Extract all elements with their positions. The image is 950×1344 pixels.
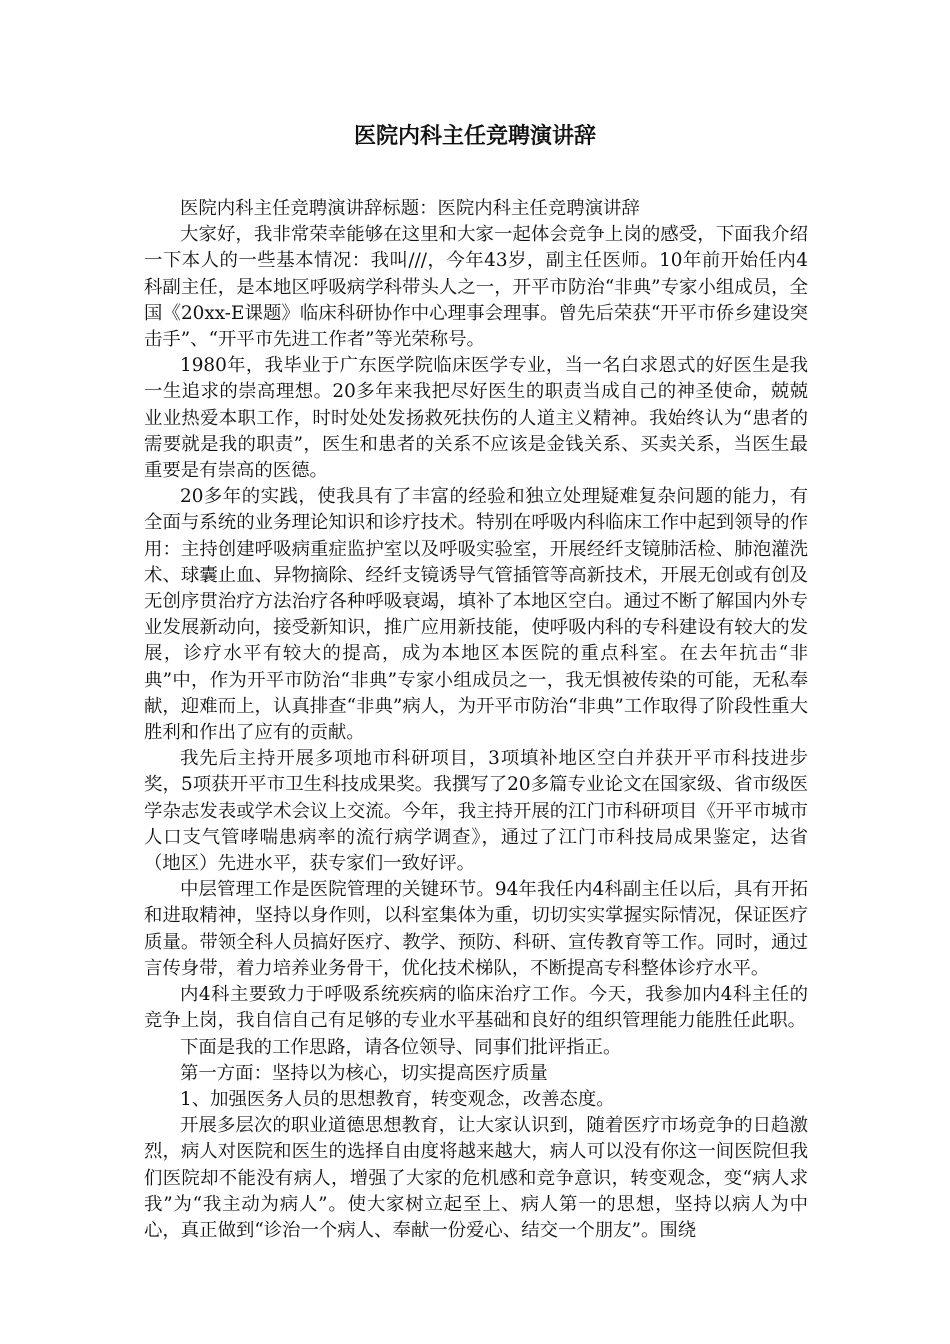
paragraph: 1980年，我毕业于广东医学院临床医学专业，当一名白求恩式的好医生是我一生追求的崇高理想。20多年来我把尽好医生的职责当成自己的神圣使命，兢兢业业热爱本职工作，时时处处发扬救死扶伤的人道主义精神。我始终认为“患者的需要就是我的职责”，医生和患者的关系不应该是金钱关系、买卖关系，当医生最重要是有崇高的医德。 [144, 355, 808, 482]
paragraph: 我先后主持开展多项地市科研项目，3项填补地区空白并获开平市科技进步奖，5项获开平市卫生科技成果奖。我撰写了20多篇专业论文在国家级、省市级医学杂志发表或学术会议上交流。今年，我主持开展的江门市科研项目《开平市城市人口支气管哮喘患病率的流行病学调查》，通过了江门市科技局成果鉴定，达省（地区）先进水平，获专家们一致好评。 [144, 748, 808, 875]
paragraph: 大家好，我非常荣幸能够在这里和大家一起体会竞争上岗的感受，下面我介绍一下本人的一些基本情况：我叫///，今年43岁，副主任医师。10年前开始任内4科副主任，是本地区呼吸病学科带头人之一，开平市防治“非典”专家小组成员，全国《20xx-E课题》临床科研协作中心理事会理事。曾先后荣获“开平市侨乡建设突击手”、“开平市先进工作者”等光荣称号。 [144, 224, 808, 351]
subsection-heading: 1、加强医务人员的思想教育，转变观念，改善态度。 [180, 1088, 615, 1110]
paragraph: 医院内科主任竞聘演讲辞标题：医院内科主任竞聘演讲辞 [180, 198, 640, 219]
section-heading: 第一方面：坚持以为核心，切实提高医疗质量 [180, 1062, 548, 1084]
paragraph: 内4科主要致力于呼吸系统疾病的临床治疗工作。今天，我参加内4科主任的竞争上岗，我自信自己有足够的专业水平基础和良好的组织管理能力能胜任此职。 [144, 984, 808, 1032]
paragraph: 中层管理工作是医院管理的关键环节。94年我任内4科副主任以后，具有开拓和进取精神，坚持以身作则，以科室集体为重，切切实实掌握实际情况，保证医疗质量。带领全科人员搞好医疗、教学、预防、科研、宣传教育等工作。同时，通过言传身带，着力培养业务骨干，优化技术梯队，不断提高专科整体诊疗水平。 [144, 879, 808, 979]
paragraph: 开展多层次的职业道德思想教育，让大家认识到，随着医疗市场竞争的日趋激烈，病人对医院和医生的选择自由度将越来越大，病人可以没有你这一间医院但我们医院却不能没有病人，增强了大家的危机感和竞争意识，转变观念，变“病人求我”为“我主动为病人”。使大家树立起至上、病人第一的思想，坚持以病人为中心，真正做到“诊治一个病人、奉献一份爱心、结交一个朋友”。围绕 [144, 1115, 808, 1241]
paragraph: 20多年的实践，使我具有了丰富的经验和独立处理疑难复杂问题的能力，有全面与系统的业务理论知识和诊疗技术。特别在呼吸内科临床工作中起到领导的作用：主持创建呼吸病重症监护室以及呼吸实验室，开展经纤支镜肺活检、肺泡灌洗术、球囊止血、异物摘除、经纤支镜诱导气管插管等高新技术，开展无创或有创及无创序贯治疗方法治疗各种呼吸衰竭，填补了本地区空白。通过不断了解国内外专业发展新动向，接受新知识，推广应用新技能，使呼吸内科的专科建设有较大的发展，诊疗水平有较大的提高，成为本地区本医院的重点科室。在去年抗击“非典”中，作为开平市防治“非典”专家小组成员之一，我无惧被传染的可能，无私奉献，迎难而上，认真排查“非典”病人，为开平市防治“非典”工作取得了阶段性重大胜利和作出了应有的贡献。 [144, 486, 808, 744]
paragraph: 下面是我的工作思路，请各位领导、同事们批评指正。 [180, 1036, 622, 1058]
document-title: 医院内科主任竞聘演讲辞 [353, 124, 596, 149]
document-body [144, 196, 808, 1244]
